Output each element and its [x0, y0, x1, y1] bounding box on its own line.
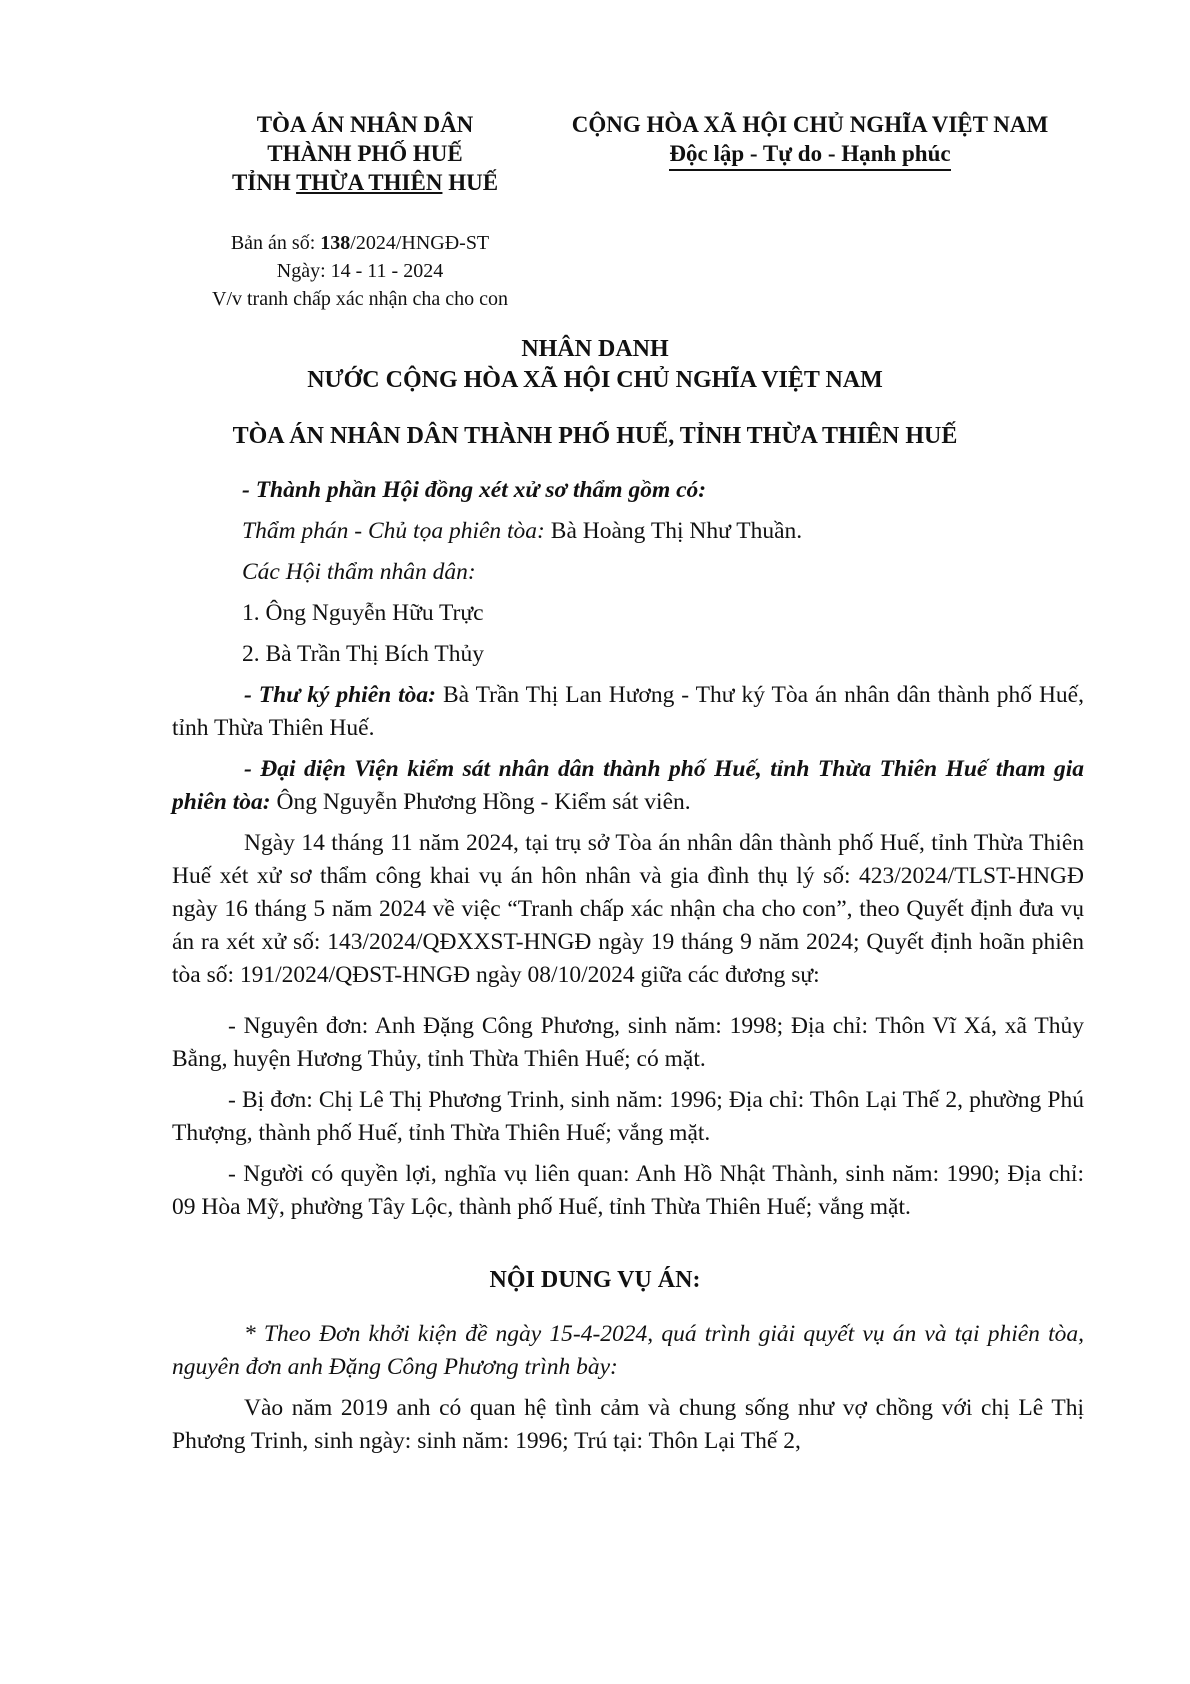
judge-name: Bà Hoàng Thị Như Thuần.	[544, 518, 803, 544]
case-number	[160, 229, 560, 257]
national-motto: Độc lập - Tự do - Hạnh phúc	[669, 139, 950, 171]
clerk-text: Bà Trần Thị Lan Hương - Thư ký Tòa án nhân dân thành phố Huế, tỉnh Thừa Thiên Huế.	[172, 682, 1084, 741]
petition-intro-paragraph: * Theo Đơn khởi kiện đề ngày 15-4-2024, quá trình giải quyết vụ án và tại phiên tòa, nguyên đơn anh Đặng Công Phương trình bày:	[172, 1321, 1084, 1380]
story-paragraph: Vào năm 2019 anh có quan hệ tình cảm và chung sống như vợ chồng với chị Lê Thị Phương Trinh, sinh ngày: sinh năm: 1996; Trú tại: Thôn Lại Thế 2,	[172, 1395, 1084, 1454]
court-line3-prefix: TỈNH	[231, 170, 297, 195]
court-header	[170, 110, 560, 197]
court-name-line1: TÒA ÁN NHÂN DÂN	[256, 112, 474, 137]
judge-label: Thẩm phán - Chủ tọa phiên tòa:	[242, 518, 545, 544]
republic-name: CỘNG HÒA XÃ HỘI CHỦ NGHĨA VIỆT NAM	[571, 112, 1049, 137]
case-number-suffix: /2024/HNGĐ-ST	[350, 232, 490, 254]
case-date: Ngày: 14 - 11 - 2024	[276, 260, 444, 282]
trial-paragraph: Ngày 14 tháng 11 năm 2024, tại trụ sở Tòa án nhân dân thành phố Huế, tỉnh Thừa Thiên Huế xét xử sơ thẩm công khai vụ án hôn nhân và gia đình thụ lý số: 423/2024/TLST-HNGĐ ngày 16 tháng 5 năm 2024 về việc “Tranh chấp xác nhận cha cho con”, theo Quyết định đưa vụ án ra xét xử số: 143/2024/QĐXXST-HNGĐ ngày 19 tháng 9 năm 2024; Quyết định hoãn phiên tòa số: 191/2024/QĐST-HNGĐ ngày 08/10/2024 giữa các đương sự:	[172, 830, 1084, 988]
section-title-case-content: NỘI DUNG VỤ ÁN:	[489, 1267, 701, 1293]
procuracy-text: Ông Nguyễn Phương Hồng - Kiểm sát viên.	[270, 789, 691, 815]
judge-line	[242, 515, 1154, 548]
clerk-paragraph	[172, 679, 1084, 745]
jurors-label	[242, 556, 1154, 589]
juror-2: 2. Bà Trần Thị Bích Thủy	[242, 641, 484, 667]
panel-heading-text: - Thành phần Hội đồng xét xử sơ thẩm gồm có:	[242, 477, 707, 503]
defendant-paragraph: - Bị đơn: Chị Lê Thị Phương Trinh, sinh năm: 1996; Địa chỉ: Thôn Lại Thế 2, phường Phú Thượng, thành phố Huế, tỉnh Thừa Thiên Huế; vắng mặt.	[172, 1087, 1084, 1146]
plaintiff-paragraph: - Nguyên đơn: Anh Đặng Công Phương, sinh năm: 1998; Địa chỉ: Thôn Vĩ Xá, xã Thủy Bằng, huyện Hương Thủy, tỉnh Thừa Thiên Huế; có mặt.	[172, 1013, 1084, 1072]
related-party-paragraph: - Người có quyền lợi, nghĩa vụ liên quan: Anh Hồ Nhật Thành, sinh năm: 1990; Địa chỉ: 09 Hòa Mỹ, phường Tây Lộc, thành phố Huế, tỉnh Thừa Thiên Huế; vắng mặt.	[172, 1161, 1084, 1220]
procuracy-label: - Đại diện Viện kiểm sát nhân dân thành phố Huế, tỉnh Thừa Thiên Huế tham gia phiên tòa:	[172, 756, 1084, 815]
national-header	[540, 110, 1080, 171]
case-number-value: 138	[320, 232, 351, 254]
court-line3-underlined: THỪA THIÊN	[296, 170, 443, 195]
case-number-label: Bản án số:	[230, 232, 321, 254]
court-name-line2: THÀNH PHỐ HUẾ	[267, 141, 463, 166]
clerk-label: - Thư ký phiên tòa:	[244, 682, 437, 708]
panel-heading	[242, 474, 1154, 507]
procuracy-paragraph	[172, 753, 1084, 819]
juror-1: 1. Ông Nguyễn Hữu Trực	[242, 600, 484, 626]
title-nhan-danh: NHÂN DANH	[521, 336, 669, 362]
case-subject: V/v tranh chấp xác nhận cha cho con	[212, 288, 508, 310]
court-line3-suffix: HUẾ	[442, 170, 499, 195]
title-republic: NƯỚC CỘNG HÒA XÃ HỘI CHỦ NGHĨA VIỆT NAM	[307, 367, 883, 393]
case-meta	[160, 229, 560, 313]
title-court: TÒA ÁN NHÂN DÂN THÀNH PHỐ HUẾ, TỈNH THỪA THIÊN HUẾ	[232, 423, 958, 449]
jurors-label-text: Các Hội thẩm nhân dân:	[242, 559, 476, 585]
court-name-line3	[170, 168, 560, 197]
